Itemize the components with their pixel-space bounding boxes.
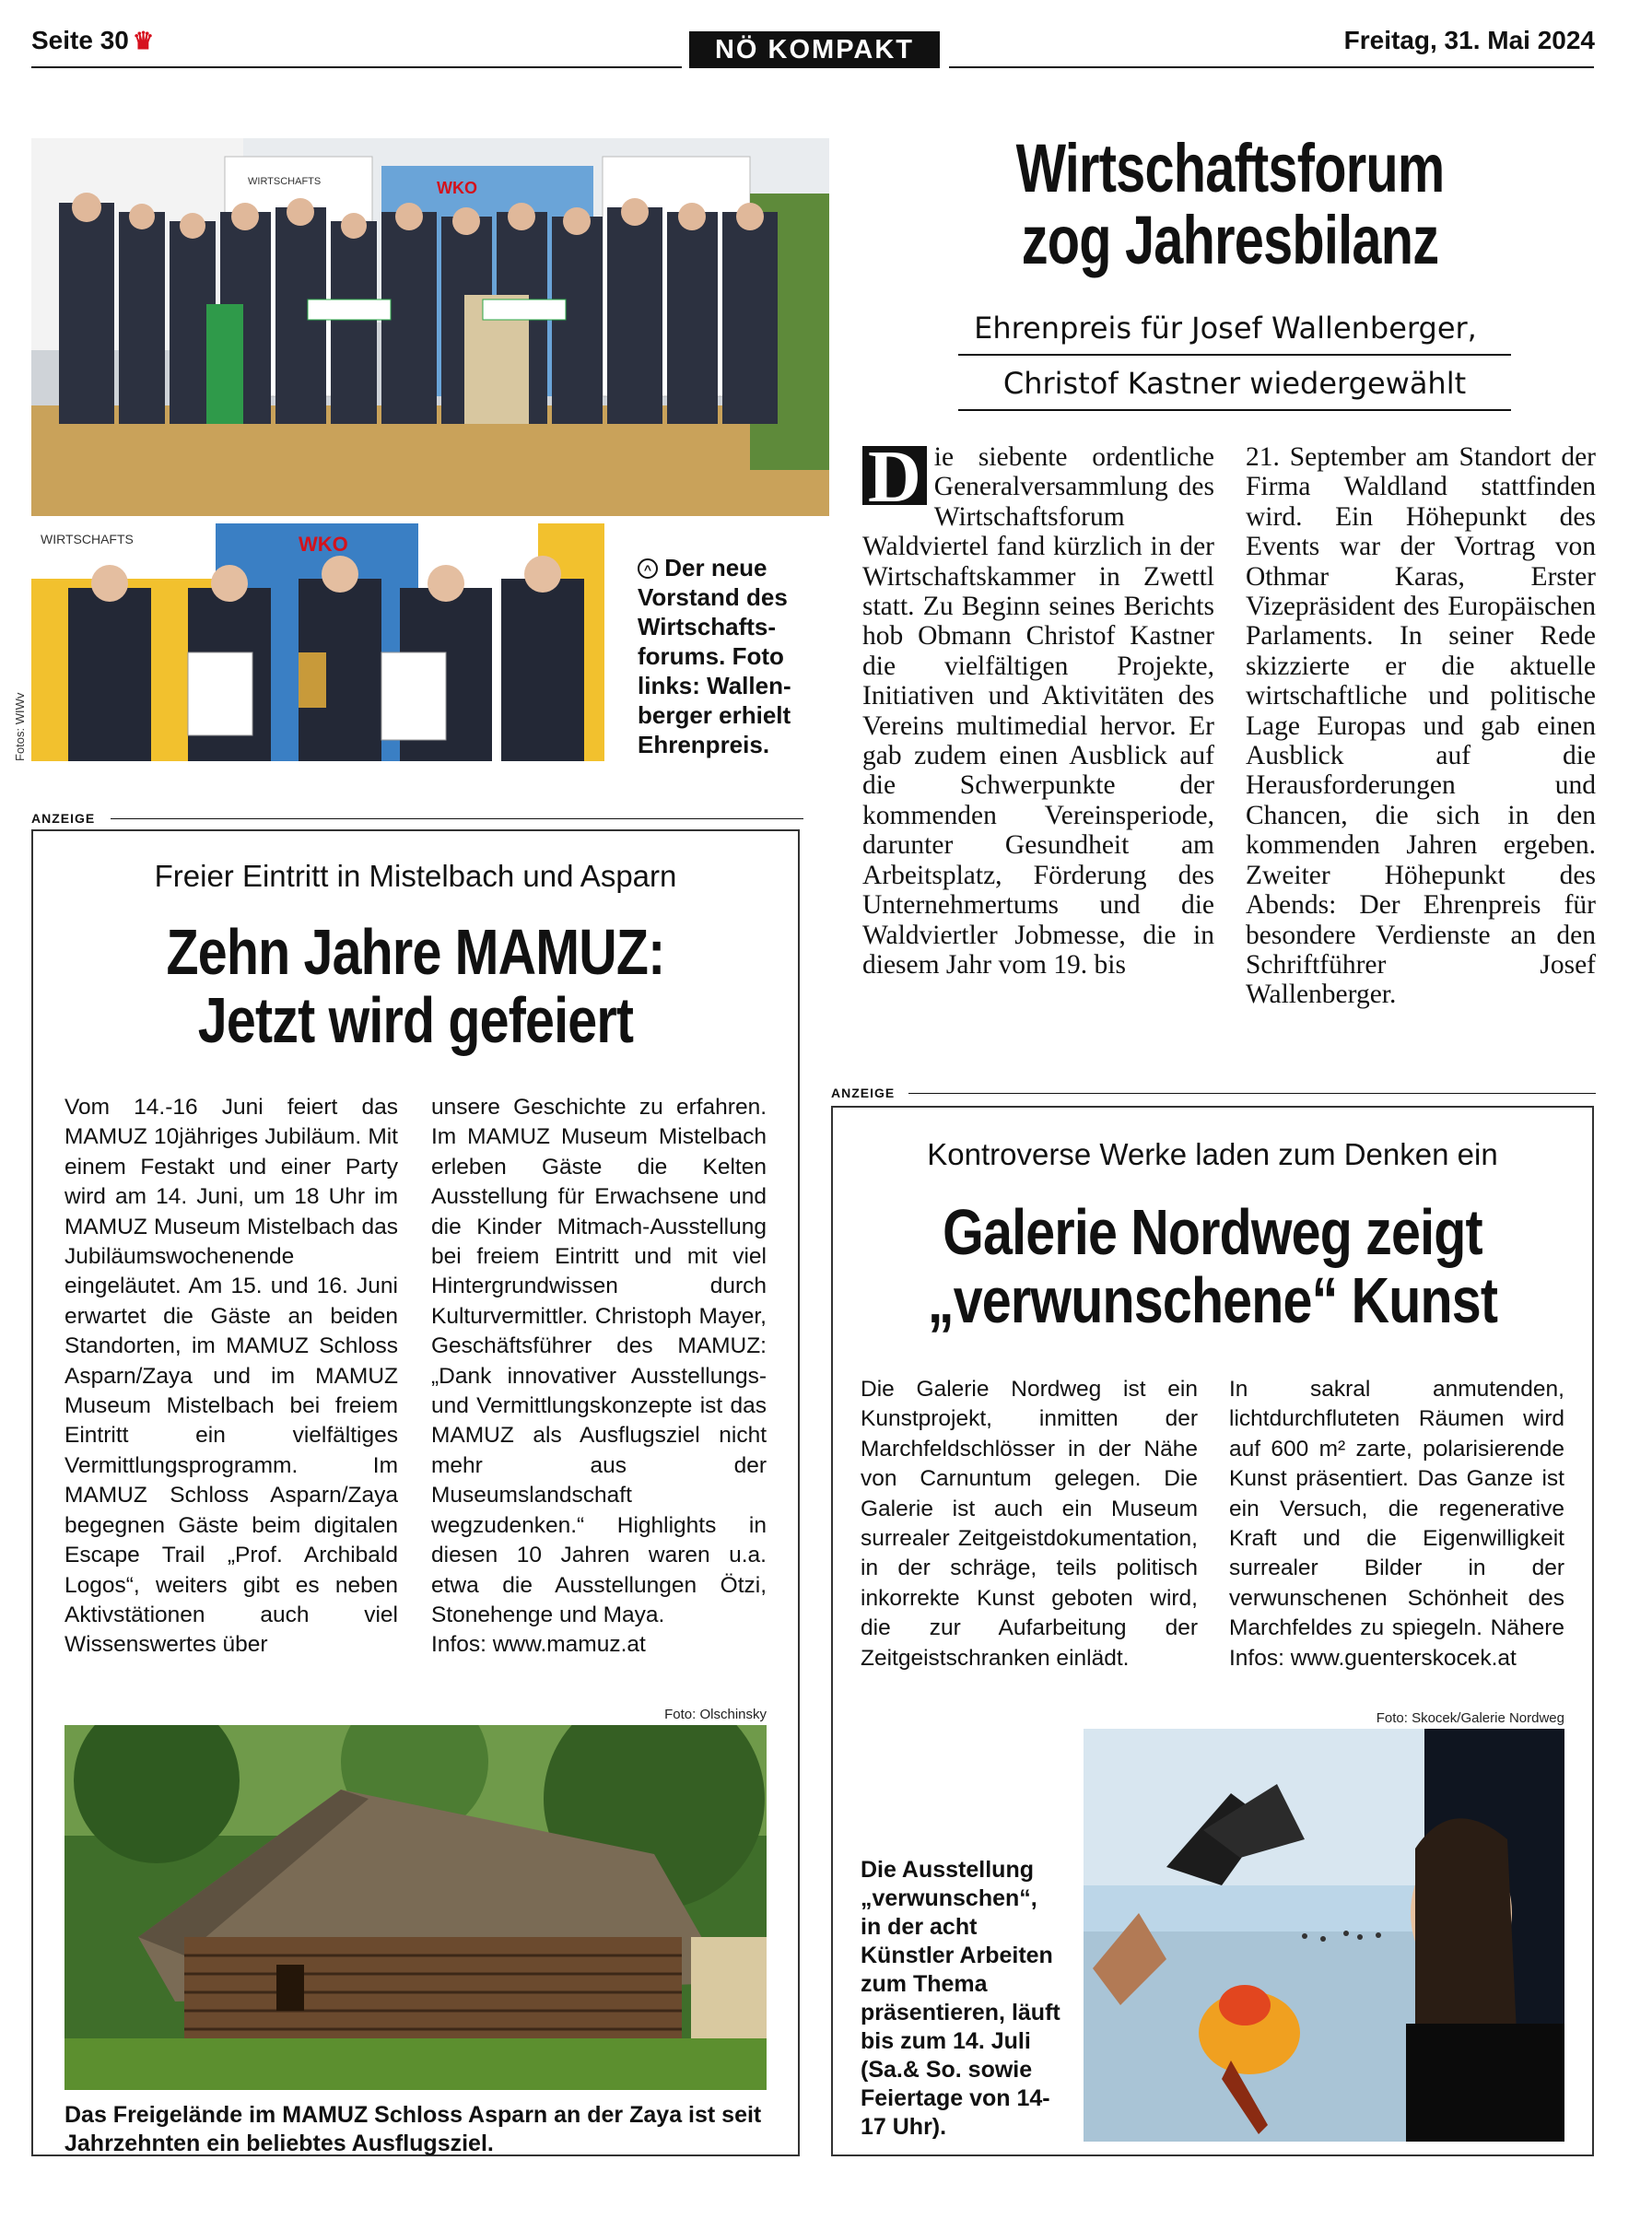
ad-right-column-2: In sakral anmutenden, lichtdurchfluteten Räumen wird auf 600 m² zarte, polarisierende Kunst präsentiert. Das Ganze ist ein Versuch, die regenerative Kraft und die Eigenwilligkeit surrealer Bilder in der verwunschenen Schönheit des Marchfeldes zu spiegeln. Nähere Infos: www.guenterskocek.at (1229, 1377, 1564, 1671)
crown-icon: ♛ (132, 27, 155, 54)
ad-left-column-2: unsere Geschichte zu erfahren. Im MAMUZ Museum Mistelbach erleben Gäste die Kelten Ausstellung für Erwachsene und die Kinder Mitmach-Ausstellung bei freiem Eintritt und mit viel Hintergrundwissen durch Kulturvermittler. Christoph Mayer, Geschäftsführer des MAMUZ: „Dank innovativer Ausstellungs- und Vermittlungskonzepte ist das MAMUZ als Ausflugsziel nicht mehr aus der Museumslandschaft wegzudenken.“ Highlights in diesen 10 Jahren waren u.a. etwa die Ausstellungen Ötzi, Stonehenge und Maya. Infos: www.mamuz.at (431, 1095, 767, 1658)
group-photo (31, 138, 829, 516)
photo-sign-wko: WKO (437, 179, 477, 197)
ad-left-photo-credit: Foto: Olschinsky (664, 1707, 767, 1722)
ad-left-column-1: Vom 14.-16 Juni feiert das MAMUZ 10jähriges Jubiläum. Mit einem Festakt und einer Party wird am 14. Juni, um 18 Uhr im MAMUZ Museum Mistelbach das Jubiläumswochenende eingeläutet. Am 15. und 16. Juni erwartet die Gäste an beiden Standorten, im MAMUZ Schloss Asparn/Zaya und im MAMUZ Museum Mistelbach bei freiem Eintritt ein vielfältiges Vermittlungsprogramm. Im MAMUZ Schloss Asparn/Zaya begegnen Gäste beim digitalen Escape Trail „Prof. Archibald Logos“, weiters gibt es neben Aktivstätionen auch viel Wissenswertes über (64, 1095, 398, 1658)
article-column-2: 21. September am Standort der Firma Waldland stattfinden wird. Ein Höhepunkt des Events war der Vortrag von Othmar Karas, Erster Vizepräsident des Europäischen Parlaments. In seiner Rede skizzierte er die aktuelle wirtschaftliche und politische Lage Europas und gab einen Ausblick auf die Herausforderungen und Chancen, die sich in den kommenden Jahren ergeben. Zweiter Höhepunkt des Abends: Der Ehrenpreis für besondere Verdienste an den Schriftführer Josef Wallenberger. (1246, 442, 1596, 1010)
photo2-sign-wko: WKO (299, 533, 348, 556)
article-headline: Wirtschaftsforum zog Jahresbilanz (1015, 130, 1445, 278)
photo-credit: Fotos: WIWv (13, 692, 27, 761)
subhead-rule-1 (958, 354, 1511, 356)
mamuz-photo (64, 1725, 767, 2090)
ad-left-kicker: Freier Eintritt in Mistelbach und Asparn (154, 859, 677, 893)
photo-sign-wirtschafts: WIRTSCHAFTS (248, 176, 322, 187)
section-title: NÖ KOMPAKT (689, 31, 940, 68)
photo2-sign-wirtschafts: WIRTSCHAFTS (41, 532, 134, 546)
page-number: Seite 30 ♛ (31, 26, 155, 54)
article-column-1: D ie siebente ordentliche Generalversammlung des Wirtschaftsforum Waldviertel fand kürzlich in der Wirtschaftskammer in Zwettl statt. Zu Beginn seines Berichts hob Obmann Christof Kastner die vielfältigen Projekte, Initiativen und Aktivitäten des Vereins multimedial hervor. Er gab zudem einen Ausblick auf die Schwerpunkte der kommenden Vereinsperiode, darunter Gesundheit am Arbeitsplatz, Förderung des Unternehmertums und die Waldviertler Jobmesse, die in diesem Jahr vom 19. bis (862, 437, 1214, 980)
ad-label-right: ANZEIGE (831, 1086, 896, 1100)
award-photo (31, 523, 604, 761)
ad-right-kicker: Kontroverse Werke laden zum Denken ein (927, 1137, 1498, 1171)
ad-left-title: Zehn Jahre MAMUZ: Jetzt wird gefeiert (166, 916, 665, 1056)
ad-left-caption: Das Freigelände im MAMUZ Schloss Asparn an der Zaya ist seit Jahrzehnten ein beliebtes Ausflugsziel. (64, 2102, 762, 2156)
group-photo-caption: ^ Der neue Vorstand des Wirtschafts-forums. Foto links: Wallen-berger erhielt Ehrenpreis. (638, 554, 791, 758)
subhead-rule-2 (958, 409, 1511, 411)
ad-right-caption: Die Ausstellung „verwunschen“, in der acht Künstler Arbeiten zum Thema präsentieren, läuft bis zum 14. Juli (Sa.& So. sowie Feiertage von 14-17 Uhr). (861, 1857, 1060, 2140)
ad-label-left: ANZEIGE (31, 811, 96, 826)
arrow-up-icon: ^ (638, 558, 658, 579)
ad-label-rule-right (908, 1093, 1596, 1094)
galerie-artwork-photo (1084, 1729, 1564, 2142)
ad-right-title: Galerie Nordweg zeigt „verwunschene“ Kunst (927, 1196, 1498, 1336)
ad-right-column-1: Die Galerie Nordweg ist ein Kunstprojekt, inmitten der Marchfeldschlösser in der Nähe von Carnuntum gelegen. Die Galerie ist auch ein Museum surrealer Zeitgeistdokumentation, in der schräge, teils politisch inkorrekte Kunst geboten wird, die zur Aufarbeitung der Zeitgeistschranken einlädt. (861, 1377, 1198, 1671)
header-rule-left (31, 66, 682, 68)
header-rule-right (949, 66, 1594, 68)
ad-right-photo-credit: Foto: Skocek/Galerie Nordweg (1376, 1710, 1564, 1726)
drop-cap: D (862, 446, 927, 505)
ad-left-infos-link[interactable]: Infos: www.mamuz.at (431, 1632, 646, 1658)
issue-date: Freitag, 31. Mai 2024 (1343, 26, 1595, 54)
article-subhead-2: Christof Kastner wiedergewählt (1002, 366, 1467, 401)
ad-label-rule-left (111, 818, 803, 819)
article-subhead-1: Ehrenpreis für Josef Wallenberger, (974, 311, 1477, 346)
